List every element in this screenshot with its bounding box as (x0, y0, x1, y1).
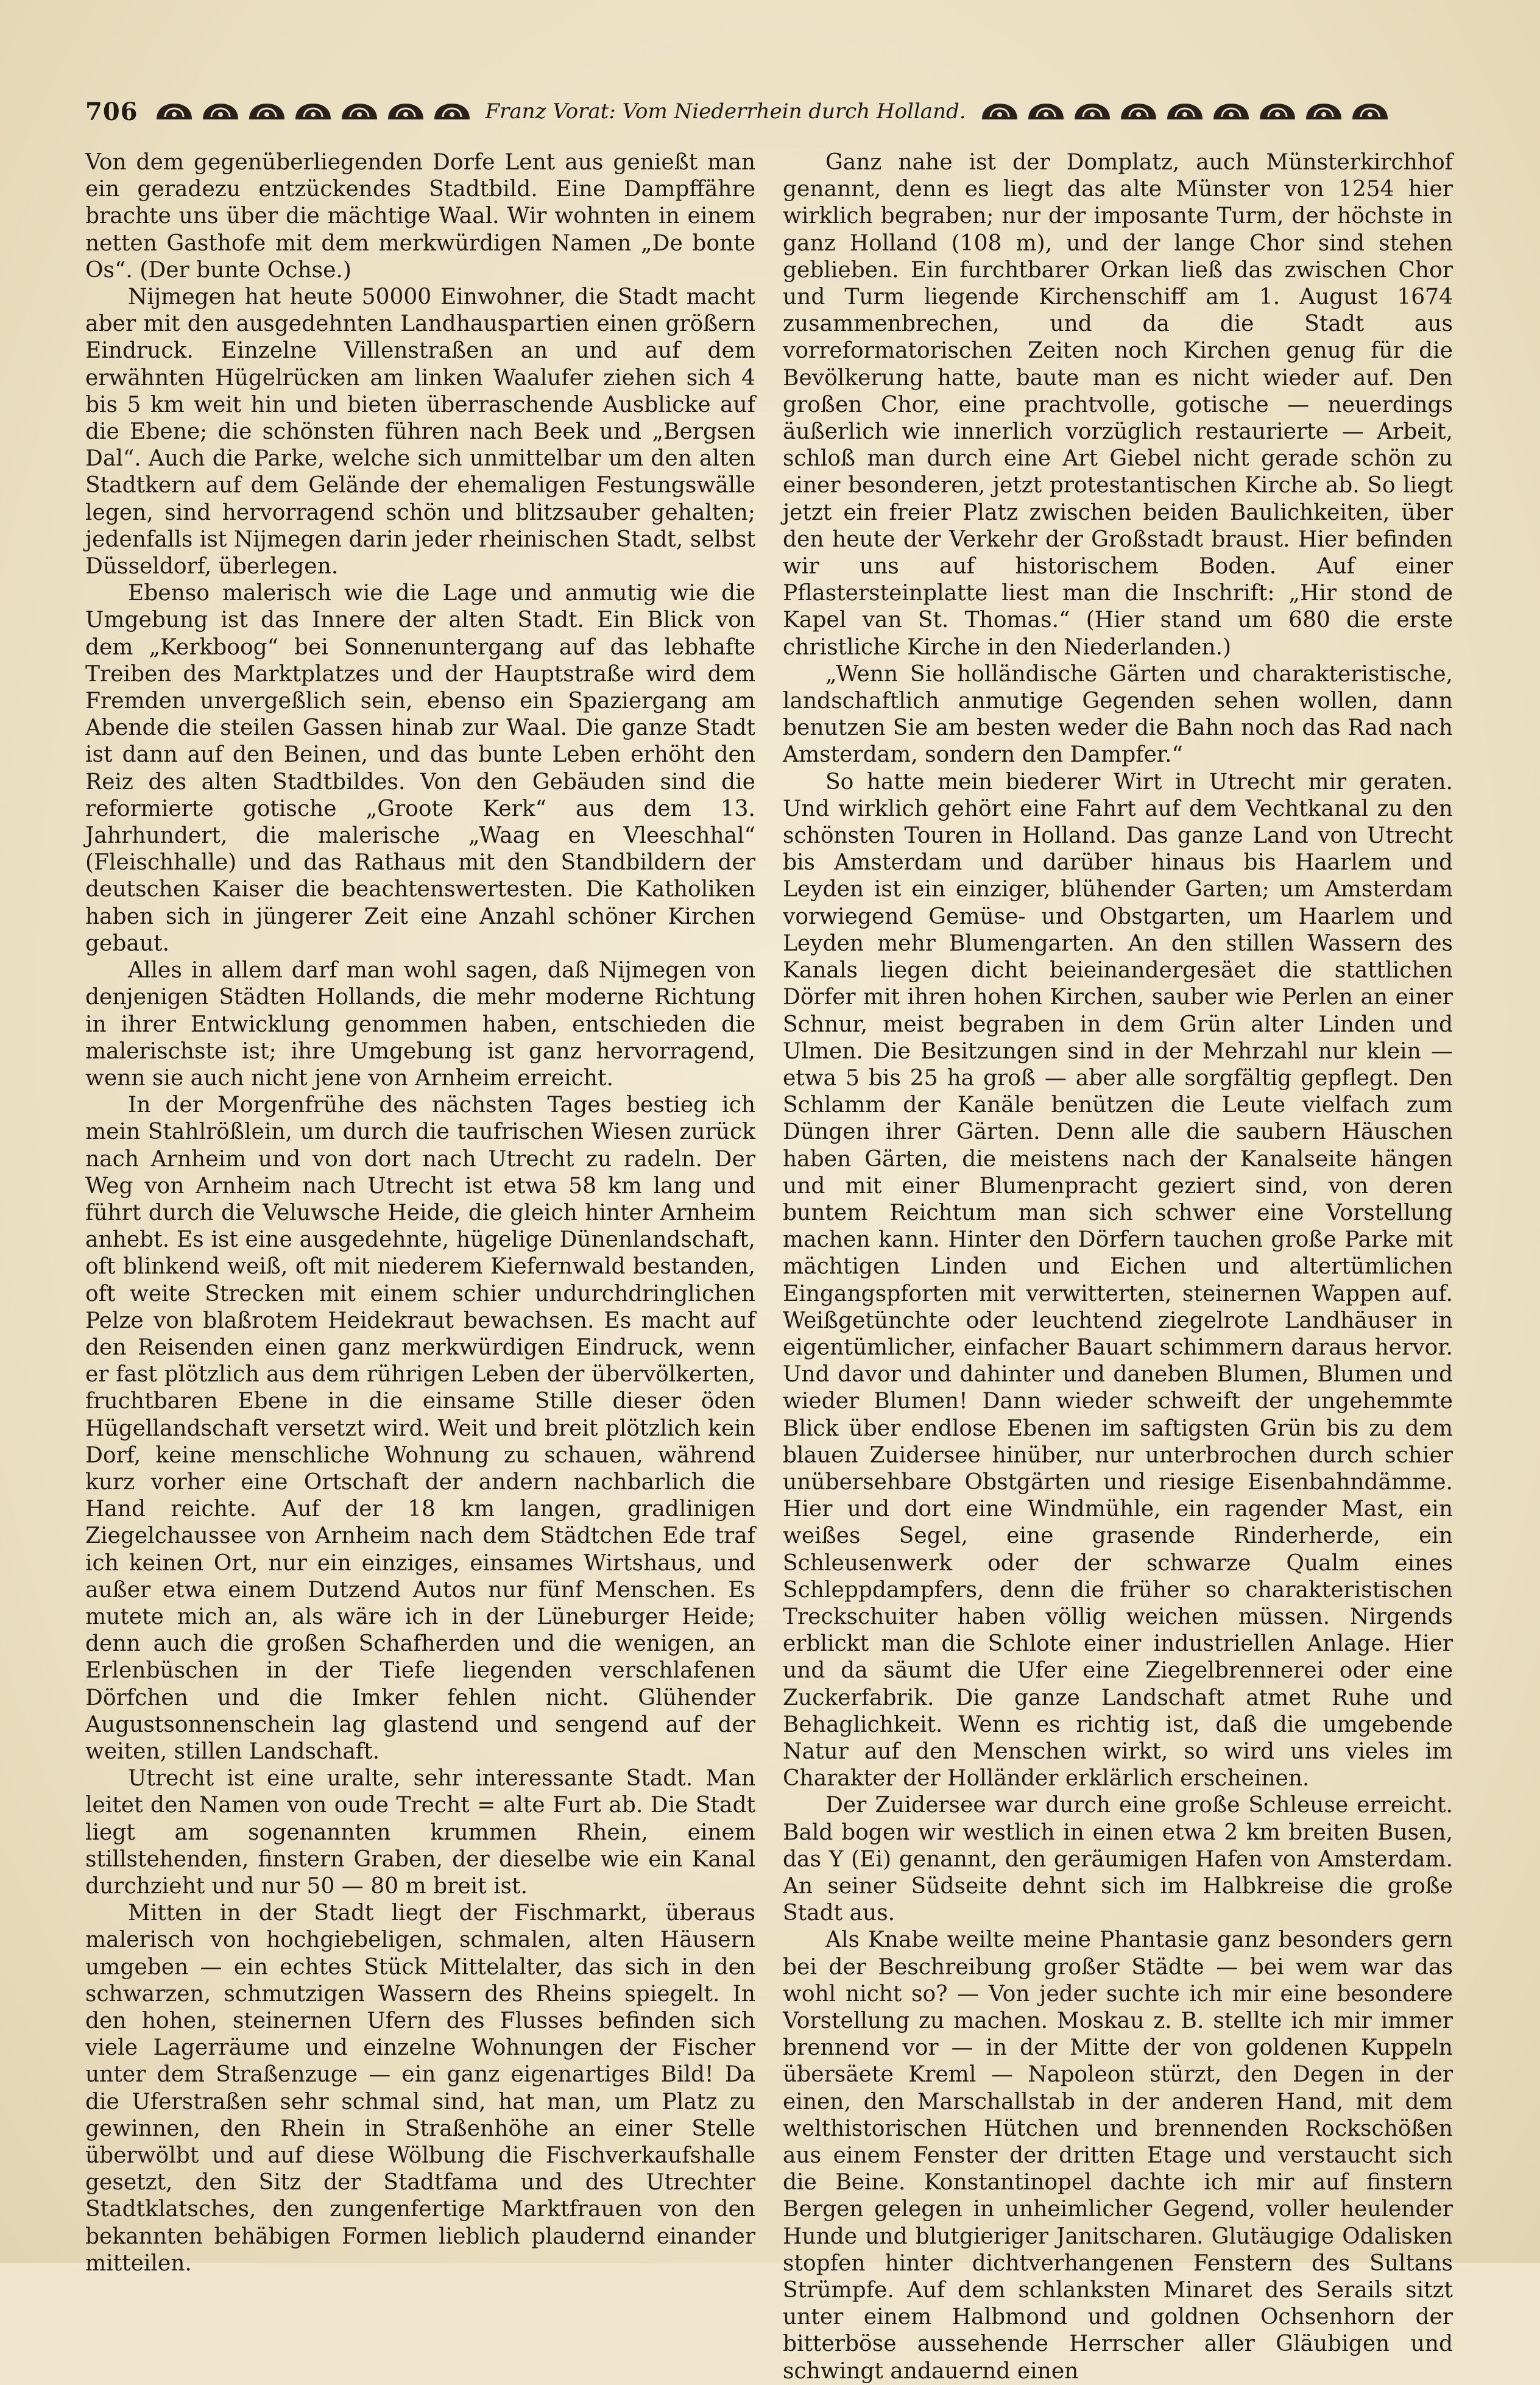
paragraph: So hatte mein biederer Wirt in Utrecht mir geraten. Und wirklich gehört eine Fahrt auf dem Vechtkanal zu den schönsten Touren in Holland. Das ganze Land von Utrecht bis Amsterdam und darüber hinaus bis Haarlem und Leyden ist ein einziger, blühender Garten; um Amsterdam vorwiegend Gemüse- und Obstgarten, um Haarlem und Leyden mehr Blumengarten. An den stillen Wassern des Kanals liegen dicht beieinandergesäet die stattlichen Dörfer mit ihren hohen Kirchen, sauber wie Perlen an einer Schnur, meist begraben in dem Grün alter Linden und Ulmen. Die Besitzungen sind in der Mehrzahl nur klein — etwa 5 bis 25 ha groß — aber alle sorgfältig gepflegt. Den Schlamm der Kanäle benützen die Leute vielfach zum Düngen ihrer Gärten. Denn alle die saubern Häuschen haben Gärten, die meistens nach der Kanalseite hängen und mit einer Blumenpracht geziert sind, von deren buntem Reichtum man sich schwer eine Vorstellung machen kann. Hinter den Dörfern tauchen große Parke mit mächtigen Linden und Eichen und altertümlichen Eingangspforten mit verwitterten, steinernen Wappen auf. Weißgetünchte oder leuchtend ziegelrote Landhäuser in eigentümlicher, einfacher Bauart schimmern daraus hervor. Und davor und dahinter und daneben Blumen, Blumen und wieder Blumen! Dann wieder schweift der ungehemmte Blick über endlose Ebenen im saftigsten Grün bis zu dem blauen Zuidersee hinüber, nur unterbrochen durch schier unübersehbare Obstgärten und riesige Eisenbahndämme. Hier und dort eine Windmühle, ein ragender Mast, ein weißes Segel, eine grasende Rinderherde, ein Schleusenwerk oder der schwarze Qualm eines Schleppdampfers, denn die früher so charakteristischen Treckschuiter haben völlig weichen müssen. Nirgends erblickt man die Schlote einer industriellen Anlage. Hier und da säumt die Ufer eine Ziegelbrennerei oder eine Zuckerfabrik. Die ganze Landschaft atmet Ruhe und Behaglichkeit. Wenn es richtig ist, daß die umgebende Natur auf den Menschen wirkt, so wird uns vieles im Charakter der Holländer erklärlich erscheinen. (783, 769, 1453, 1791)
left-column (85, 149, 755, 2277)
paragraph: Mitten in der Stadt liegt der Fischmarkt, überaus malerisch von hochgiebeligen, schmalen, alten Häusern umgeben — ein echtes Stück Mittelalter, das sich in den schwarzen, schmutzigen Wassern des Rheins spiegelt. In den hohen, steinernen Ufern des Flusses befinden sich viele Lagerräume und einzelne Wohnungen der Fischer unter dem Straßenzuge — ein ganz eigenartiges Bild! Da die Uferstraßen sehr schmal sind, hat man, um Platz zu gewinnen, den Rhein in Straßenhöhe an einer Stelle überwölbt und auf diese Wölbung die Fischverkaufshalle gesetzt, den Sitz der Stadtfama und des Utrechter Stadtklatsches, den zungenfertige Marktfrauen von den bekannten behäbigen Formen lieblich plaudernd einander mitteilen. (85, 1901, 755, 2276)
paragraph: Von dem gegenüberliegenden Dorfe Lent aus genießt man ein geradezu entzückendes Stadtbild. Eine Dampffähre brachte uns über die mächtige Waal. Wir wohnten in einem netten Gasthofe mit dem merkwürdigen Namen „De bonte Os“. (Der bunte Ochse.) (85, 150, 755, 283)
scroll-ornament-icon (200, 101, 241, 122)
page-header (85, 90, 1468, 133)
running-head: Franz Vorat: Vom Niederrhein durch Holland. (485, 99, 966, 124)
paragraph: Der Zuidersee war durch eine große Schleuse erreicht. Bald bogen wir westlich in einen etwa 2 km breiten Busen, das Y (Ei) genannt, den geräumigen Hafen von Amsterdam. An seiner Südseite dehnt sich im Halbkreise die große Stadt aus. (783, 1793, 1453, 1926)
scroll-ornament-icon (1118, 101, 1159, 122)
paragraph: Ebenso malerisch wie die Lage und anmutig wie die Umgebung ist das Innere der alten Stadt. Ein Blick von dem „Kerkboog“ bei Sonnenuntergang auf das lebhafte Treiben des Marktplatzes und der Hauptstraße wird dem Fremden unvergeßlich sein, ebenso ein Spaziergang am Abende die steilen Gassen hinab zur Waal. Die ganze Stadt ist dann auf den Beinen, und das bunte Leben erhöht den Reiz des alten Stadtbildes. Von den Gebäuden sind die reformierte gotische „Groote Kerk“ aus dem 13. Jahrhundert, die malerische „Waag en Vleeschhal“ (Fleischhalle) und das Rathaus mit den Standbildern der deutschen Kaiser die beachtenswertesten. Die Katholiken haben sich in jüngerer Zeit eine Anzahl schöner Kirchen gebaut. (85, 581, 755, 956)
scroll-ornament-icon (432, 101, 472, 122)
scroll-ornament-icon (1257, 101, 1298, 122)
paragraph: In der Morgenfrühe des nächsten Tages bestieg ich mein Stahlrößlein, um durch die taufrischen Wiesen zurück nach Arnheim und von dort nach Utrecht zu radeln. Der Weg von Arnheim nach Utrecht ist etwa 58 km lang und führt durch die Veluwsche Heide, die gleich hinter Arnheim anhebt. Es ist eine ausgedehnte, hügelige Dünenlandschaft, oft blinkend weiß, oft mit niederem Kiefernwald bestanden, oft weite Strecken mit einem schier undurchdringlichen Pelze von blaßrotem Heidekraut bewachsen. Es macht auf den Reisenden einen ganz merkwürdigen Eindruck, wenn er fast plötzlich aus dem rührigen Leben der übervölkerten, fruchtbaren Ebene in die einsame Stille dieser öden Hügellandschaft versetzt wird. Weit und breit plötzlich kein Dorf, keine menschliche Wohnung zu schauen, während kurz vorher eine Ortschaft der andern nachbarlich die Hand reichte. Auf der 18 km langen, gradlinigen Ziegelchaussee von Arnheim nach dem Städtchen Ede traf ich keinen Ort, nur ein einziges, einsames Wirtshaus, und außer etwa einem Dutzend Autos nur fünf Menschen. Es mutete mich an, als wäre ich in der Lüneburger Heide; denn auch die großen Schafherden und die wenigen, an Erlenbüschen in der Tiefe liegenden verschlafenen Dörfchen und die Imker fehlen nicht. Glühender Augustsonnenschein lag glastend und sengend auf der weiten, stillen Landschaft. (85, 1093, 755, 1764)
page-number: 706 (85, 97, 138, 126)
scroll-ornament-icon (1072, 101, 1112, 122)
scroll-ornament-icon (1026, 101, 1066, 122)
scroll-ornament-icon (1211, 101, 1251, 122)
scroll-ornament-icon (154, 101, 194, 122)
paragraph: Nijmegen hat heute 50000 Einwohner, die Stadt macht aber mit den ausgedehnten Landhauspartien einen größern Eindruck. Einzelne Villenstraßen an und auf dem erwähnten Hügelrücken am linken Waalufer ziehen sich 4 bis 5 km weit hin und bieten überraschende Ausblicke auf die Ebene; die schönsten führen nach Beek und „Bergsen Dal“. Auch die Parke, welche sich unmittelbar um den alten Stadtkern auf dem Gelände der ehemaligen Festungswälle legen, sind hervorragend schön und blitzsauber gehalten; jedenfalls ist Nijmegen darin jeder rheinischen Stadt, selbst Düsseldorf, überlegen. (85, 285, 755, 579)
scroll-ornament-icon (386, 101, 426, 122)
paragraph: Als Knabe weilte meine Phantasie ganz besonders gern bei der Beschreibung großer Städte — bei wem war das wohl nicht so? — Von jeder suchte ich mir eine besondere Vorstellung zu machen. Moskau z. B. stellte ich mir immer brennend vor — in der Mitte der von goldenen Kuppeln übersäete Kreml — Napoleon stürzt, den Degen in der einen, den Marschallstab in der anderen Hand, mit dem welthistorischen Hütchen und brennenden Rockschößen aus einem Fenster der dritten Etage und verstaucht sich die Beine. Konstantinopel dachte ich mir auf finstern Bergen gelegen in unheimlicher Gegend, voller heulender Hunde und blutgieriger Janitscharen. Glutäugige Odalisken stopfen hinter dichtverhangenen Fenstern des Sultans Strümpfe. Auf dem schlanksten Minaret des Serails sitzt unter einem Halbmond und goldnen Ochsenhorn der bitterböse aussehende Herrscher aller Gläubigen und schwingt andauernd einen (783, 1927, 1453, 2384)
scroll-ornament-icon (247, 101, 287, 122)
paragraph: „Wenn Sie holländische Gärten und charakteristische, landschaftlich anmutige Gegenden sehen wollen, dann benutzen Sie am besten weder die Bahn noch das Rad nach Amsterdam, sondern den Dampfer.“ (783, 661, 1453, 768)
scroll-ornament-icon (339, 101, 380, 122)
paragraph: Utrecht ist eine uralte, sehr interessante Stadt. Man leitet den Namen von oude Trecht = alte Furt ab. Die Stadt liegt am sogenannten krummen Rhein, einem stillstehenden, finstern Graben, der dieselbe wie ein Kanal durchzieht und nur 50 — 80 m breit ist. (85, 1766, 755, 1899)
scroll-ornament-icon (293, 101, 333, 122)
right-column (783, 149, 1453, 2385)
scroll-ornament-icon (1350, 101, 1390, 122)
scroll-ornament-icon (980, 101, 1020, 122)
ornament-row-left (154, 101, 472, 122)
paragraph: Ganz nahe ist der Domplatz, auch Münsterkirchhof genannt, denn es liegt das alte Münster von 1254 hier wirklich begraben; nur der imposante Turm, der höchste in ganz Holland (108 m), und der lange Chor sind stehen geblieben. Ein furchtbarer Orkan ließ das zwischen Chor und Turm liegende Kirchenschiff am 1. August 1674 zusammenbrechen, und da die Stadt aus vorreformatorischen Zeiten noch Kirchen genug für die Bevölkerung hatte, baute man es nicht wieder auf. Den großen Chor, eine prachtvolle, gotische — neuerdings äußerlich wie innerlich vorzüglich restaurierte — Arbeit, schloß man durch eine Art Giebel nicht gerade schön zu einer besonderen, jetzt protestantischen Kirche ab. So liegt jetzt ein freier Platz zwischen beiden Baulichkeiten, über den heute der Verkehr der Großstadt braust. Hier befinden wir uns auf historischem Boden. Auf einer Pflastersteinplatte liest man die Inschrift: „Hir stond de Kapel van St. Thomas.“ (Hier stand um 680 die erste christliche Kirche in den Niederlanden.) (783, 150, 1453, 660)
paragraph: Alles in allem darf man wohl sagen, daß Nijmegen von denjenigen Städten Hollands, die mehr moderne Richtung in ihrer Entwicklung genommen haben, entschieden die malerischste ist; ihre Umgebung ist ganz hervorragend, wenn sie auch nicht jene von Arnheim erreicht. (85, 958, 755, 1091)
scroll-ornament-icon (1165, 101, 1205, 122)
scroll-ornament-icon (1304, 101, 1344, 122)
ornament-row-right (980, 101, 1390, 122)
